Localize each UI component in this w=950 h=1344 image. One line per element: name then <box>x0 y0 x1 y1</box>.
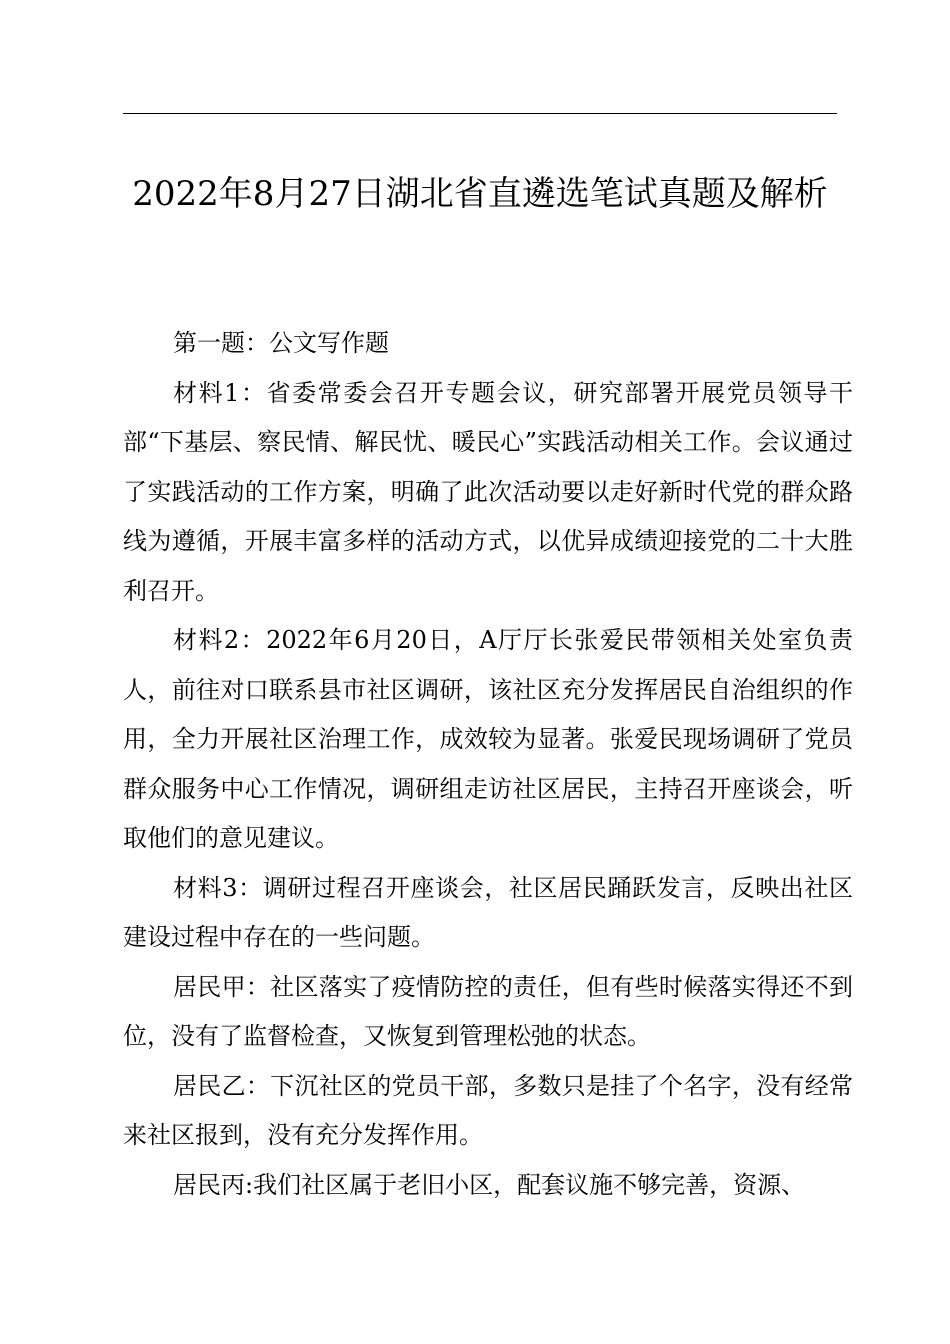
document-title: 2022年8月27日湖北省直遴选笔试真题及解析 <box>132 174 828 214</box>
material-3-paragraph: 材料3：调研过程召开座谈会，社区居民踊跃发言，反映出社区建设过程中存在的一些问题。 <box>123 873 853 951</box>
document-body <box>123 319 853 1210</box>
material-2-paragraph: 材料2：2022年6月20日，A厅厅长张爱民带领相关处室负责人，前往对口联系县市社区调研，该社区充分发挥居民自治组织的作用，全力开展社区治理工作，成效较为显著。张爱民现场调研了党员群众服务中心工作情况，调研组走访社区居民，主持召开座谈会，听取他们的意见建议。 <box>123 626 853 852</box>
resident-c-paragraph: 居民丙:我们社区属于老旧小区，配套议施不够完善，资源、 <box>173 1170 806 1199</box>
resident-b-paragraph: 居民乙：下沉社区的党员干部，多数只是挂了个名字，没有经常来社区报到，没有充分发挥作用。 <box>123 1071 853 1149</box>
header-rule <box>123 113 837 114</box>
material-1-paragraph: 材料1：省委常委会召开专题会议，研究部署开展党员领导干部“下基层、察民情、解民忧、暖民心”实践活动相关工作。会议通过了实践活动的工作方案，明确了此次活动要以走好新时代党的群众路线为遵循，开展丰富多样的活动方式，以优异成绩迎接党的二十大胜利召开。 <box>123 378 853 605</box>
resident-a-paragraph: 居民甲：社区落实了疫情防控的责任，但有些时候落实得还不到位，没有了监督检查，又恢复到管理松弛的状态。 <box>123 972 853 1050</box>
section-heading: 第一题：公文写作题 <box>173 329 389 357</box>
